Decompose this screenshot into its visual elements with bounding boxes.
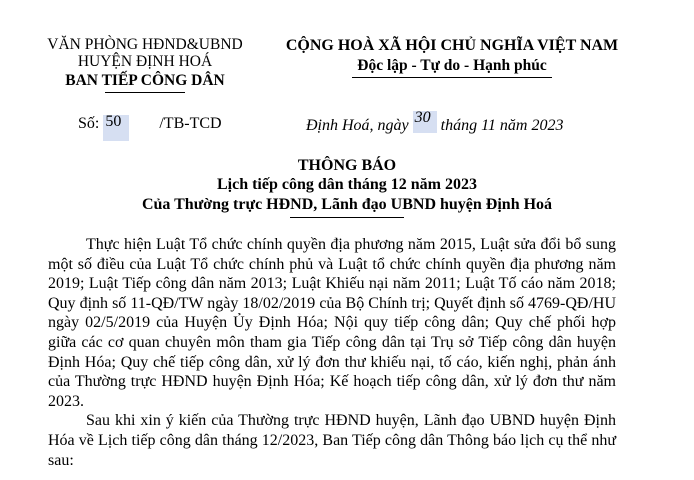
motto-underline bbox=[352, 77, 552, 78]
doc-number-value: 50 bbox=[103, 115, 129, 141]
doc-number bbox=[78, 115, 222, 141]
date-day: 30 bbox=[413, 111, 437, 133]
doc-number-suffix: /TB-TCD bbox=[159, 115, 222, 132]
notice-subtitle-2: Của Thường trực HĐND, Lãnh đạo UBND huyện Định Hoá bbox=[141, 196, 553, 213]
notice-title: THÔNG BÁO bbox=[297, 157, 397, 174]
national-title: CỘNG HOÀ XÃ HỘI CHỦ NGHĨA VIỆT NAM bbox=[285, 37, 619, 54]
agency-name-line1: VĂN PHÒNG HĐND&UBND bbox=[47, 36, 243, 53]
date-suffix: tháng 11 năm 2023 bbox=[440, 117, 564, 134]
agency-name-line2: HUYỆN ĐỊNH HOÁ bbox=[77, 53, 213, 70]
date-line bbox=[306, 109, 564, 135]
notice-subtitle-1: Lịch tiếp công dân tháng 12 năm 2023 bbox=[216, 176, 478, 193]
agency-name-line3: BAN TIẾP CÔNG DÂN bbox=[65, 72, 225, 89]
body-paragraph-2: Sau khi xin ý kiến của Thường trực HĐND huyện, Lãnh đạo UBND huyện Định Hóa về Lịch tiếp công dân tháng 12/2023, Ban Tiếp công dân Thông báo lịch cụ thể như sau: bbox=[48, 412, 616, 469]
date-prefix: Định Hoá, ngày bbox=[306, 117, 409, 134]
notice-body bbox=[48, 235, 616, 470]
agency-underline bbox=[105, 92, 185, 93]
body-paragraph-1: Thực hiện Luật Tổ chức chính quyền địa phương năm 2015, Luật sửa đổi bổ sung một số điều của Luật Tổ chức chính phủ và Luật tổ chức chính quyền địa phương năm 2019; Luật Tiếp công dân năm 2013; Luật Khiếu nại năm 2011; Luật Tố cáo năm 2018; Quy định số 11-QĐ/TW ngày 18/02/2019 của Bộ Chính trị; Quyết định số 4769-QĐ/HU ngày 02/5/2019 của Huyện Ủy Định Hóa; Nội quy tiếp công dân; Quy chế phối hợp giữa các cơ quan chuyên môn tham gia Tiếp công dân tại Trụ sở Tiếp công dân huyện Định Hóa; Quy chế tiếp công dân, xử lý đơn thư khiếu nại, tố cáo, kiến nghị, phản ánh của Thường trực HĐND huyện Định Hóa; Kế hoạch tiếp công dân, xử lý đơn thư năm 2023. bbox=[48, 236, 616, 410]
national-motto: Độc lập - Tự do - Hạnh phúc bbox=[357, 57, 547, 74]
title-underline bbox=[290, 217, 404, 218]
doc-number-prefix: Số: bbox=[78, 115, 100, 132]
